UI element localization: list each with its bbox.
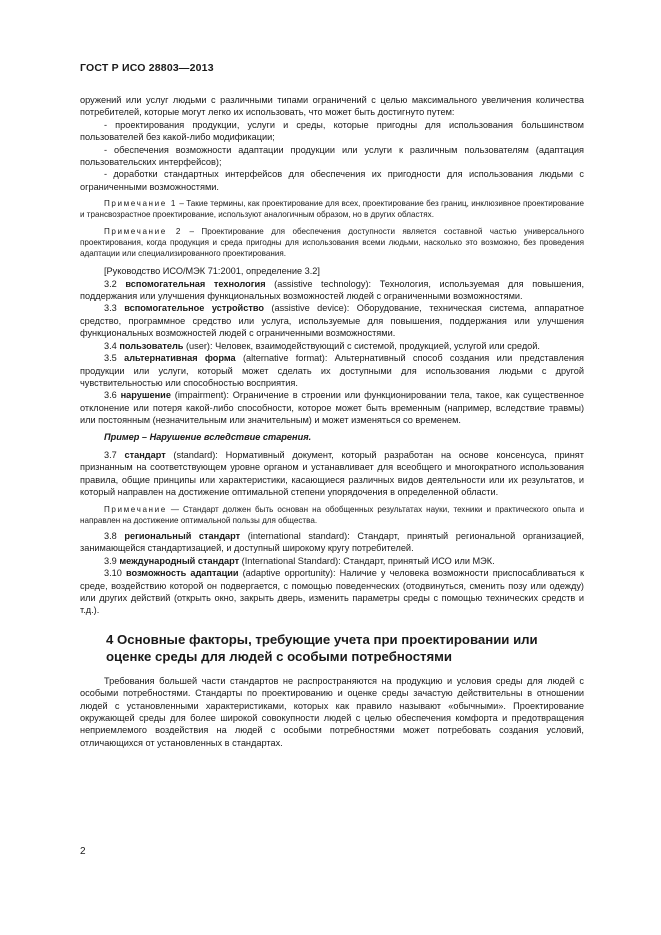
note-label: Примечание 1 <box>104 199 177 209</box>
note-3 <box>80 504 584 526</box>
page-number: 2 <box>80 846 86 857</box>
term-3-3 <box>80 302 584 339</box>
term-name: нарушение <box>120 390 171 401</box>
term-name: региональный стандарт <box>124 530 241 541</box>
note-text: — Стандарт должен быть основан на обобщенных результатах науки, техники и практического опыта и направлен на достижение оптимальной пользы для общества. <box>80 504 584 525</box>
term-number: 3.7 <box>104 449 125 460</box>
term-name: возможность адаптации <box>125 568 239 579</box>
note-label: Примечание 2 <box>104 226 182 236</box>
term-number: 3.10 <box>104 568 126 579</box>
note-2 <box>80 226 584 260</box>
term-3-9 <box>80 555 584 567</box>
term-definition: (adaptive opportunity): Наличие у человека возможности приспосабливаться к среде, воздействию которой он подвергается, с помощью поведенческих (отодвинуться, сменить позу или одежду) или других действий (открыть окно, закрыть дверь, изменить параметры среды с помощью технических средств и т.д.). <box>80 568 584 616</box>
list-item: - проектирования продукции, услуги и среды, которые пригодны для использования большинством пользователей без какой-либо модификации; <box>80 119 584 143</box>
term-number: 3.6 <box>104 390 121 401</box>
term-number: 3.9 <box>104 555 120 566</box>
term-number: 3.4 <box>104 340 120 351</box>
note-text: – Такие термины, как проектирование для всех, проектирование без границ, инклюзивное проектирование и трансвозрастное проектирование, используют аналогичным образом, но в других областях. <box>80 199 584 220</box>
term-definition: (assistive device): Оборудование, техническая система, аппаратное средство, программное средство или услуга, используемые для повышения, поддержания или улучшения функциональных возможностей людей с ограниченными возможностями. <box>80 303 585 339</box>
term-number: 3.3 <box>104 303 125 314</box>
intro-paragraph: оружений или услуг людьми с различными типами ограничений с целью максимального увеличения количества потребителей, которые могут легко их использовать, что может быть достигнуто путем: <box>80 95 584 118</box>
reference: [Руководство ИСО/МЭК 71:2001, определение 3.2] <box>104 266 320 277</box>
term-3-5 <box>80 352 584 389</box>
section-4-heading: 4 Основные факторы, требующие учета при проектировании или оценке среды для людей с особыми потребностями <box>106 631 538 664</box>
term-name: вспомогательное устройство <box>124 303 264 314</box>
example: Пример – Нарушение вследствие старения. <box>104 431 312 442</box>
note-text: – Проектирование для обеспечения доступности является составной частью универсального проектирования, когда продукция и среда пригодны для использования всеми людьми, насколько это возможно, без проведения адаптации или специализированного проектирования. <box>80 226 584 259</box>
term-number: 3.2 <box>104 278 126 289</box>
term-3-7 <box>80 449 584 499</box>
note-label: Примечание <box>104 504 167 514</box>
term-definition: (alternative format): Альтернативный способ создания или представления продукции или услуги, который может сделать их доступными для использования людьми с другой чувствительностью или способностью восприятия. <box>80 353 584 388</box>
list-item: - обеспечения возможности адаптации продукции или услуги к различным пользователям (адаптация пользовательских интерфейсов); <box>80 144 584 168</box>
section-4-body: Требования большей части стандартов не распространяются на продукцию и условия среды для людей с особыми потребностями. Стандарты по проектированию и оценке среды зачастую действительны в отношении людей с установленными характеристиками, которых как правило называют «обычными». Проектирование окружающей среды для более широкой совокупности людей с целью обеспечения комфорта и предотвращения неприемлемого воздействия на людей с особыми потребностями может потребовать создания условий, отличающихся от установленных в стандартах. <box>80 675 584 748</box>
term-definition: (standard): Нормативный документ, который разработан на основе консенсуса, принят признанным на соответствующем уровне органом и устанавливает для всеобщего и многократного использования правила, общие принципы или характеристики, касающиеся различных видов деятельности или их результатов, и который направлен на достижение оптимальной степени упорядочения в определенной области. <box>80 449 584 498</box>
term-definition: (assistive technology): Технология, используемая для повышения, поддержания или улучшения функциональных возможностей людей с ограниченными возможностями. <box>80 278 584 302</box>
term-3-10 <box>80 567 584 617</box>
term-definition: (International Standard): Стандарт, принятый ИСО или МЭК. <box>239 555 495 566</box>
term-3-6 <box>80 389 584 426</box>
page-content <box>80 94 584 749</box>
list-item: - доработки стандартных интерфейсов для обеспечения их пригодности для использования людьми с ограниченными возможностями. <box>80 169 584 192</box>
document-header: ГОСТ Р ИСО 28803—2013 <box>80 62 214 74</box>
term-name: альтернативная форма <box>124 353 236 364</box>
term-definition: (impairment): Ограничение в строении или функционировании тела, такое, как существенное отклонение или потеря какой-либо способности, которое может быть временным (например, вследствие травмы) или постоянным (незначительным или значительным) и может изменяться со временем. <box>80 390 584 426</box>
term-number: 3.8 <box>104 530 125 541</box>
term-definition: (international standard): Стандарт, принятый региональной организацией, занимающейся стандартизацией, и доступный широкому кругу потребителей. <box>80 530 585 554</box>
term-name: вспомогательная технология <box>125 278 266 289</box>
term-3-4 <box>80 340 584 352</box>
term-name: стандарт <box>124 449 166 460</box>
term-number: 3.5 <box>104 353 125 364</box>
term-name: международный стандарт <box>119 555 240 566</box>
term-3-2 <box>80 278 584 303</box>
term-definition: (user): Человек, взаимодействующий с системой, продукцией, услугой или средой. <box>183 340 540 351</box>
term-3-8 <box>80 530 584 555</box>
term-name: пользователь <box>119 340 184 351</box>
note-1 <box>80 198 584 220</box>
